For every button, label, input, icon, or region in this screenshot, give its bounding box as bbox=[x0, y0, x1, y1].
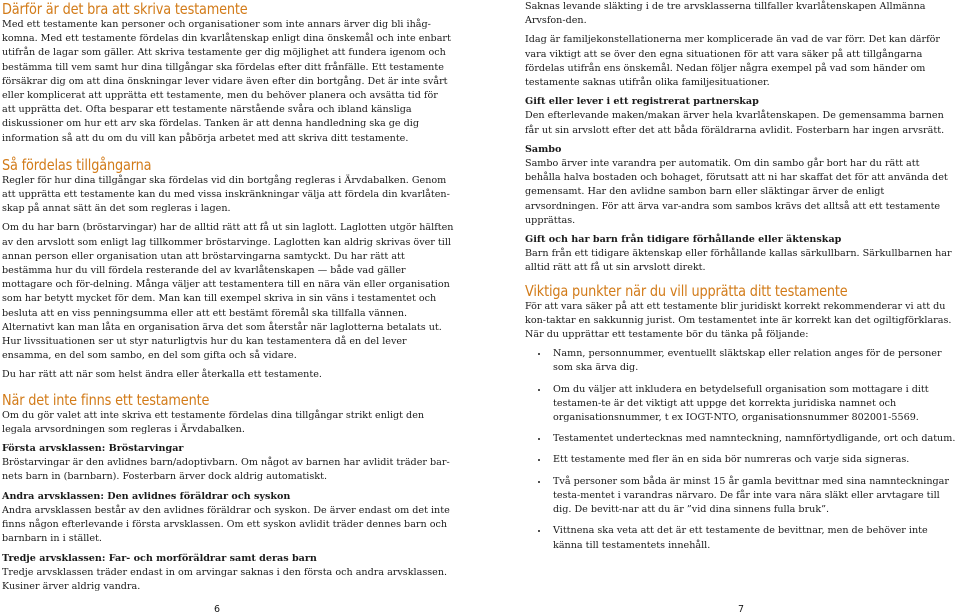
paragraph-no-will: Om du gör valet att inte skriva ett testamente fördelas dina tillgångar strikt enligt den legala arvsordningen som regleras i Ärvdabalken. bbox=[2, 409, 425, 435]
paragraph-state-fund: Saknas levande släkting i de tre arvsklasserna tillfaller kvarlåtenskapen Allmänna Arvsfon-den. bbox=[525, 1, 926, 27]
page-number-right: 7 bbox=[738, 604, 745, 615]
heading-distribution: Så fördelas tillgångarna bbox=[2, 155, 152, 174]
paragraph-revoke: Du har rätt att när som helst ändra eller återkalla ett testamente. bbox=[2, 369, 322, 381]
checklist bbox=[525, 347, 957, 552]
list-item: • Vittnena ska veta att det är ett testamente de bevittnar, men de behöver inte känna till testamentets innehåll. bbox=[549, 524, 957, 552]
heading-second-class: Andra arvsklassen: Den avlidnes föräldrar och syskon bbox=[2, 490, 291, 502]
paragraph-lawyer: För att vara säker på att ett testamente blir juridiskt korrekt rekommenderar vi att du kon-taktar en sakkunnig jurist. Om testamentet inte är korrekt kan det ogiltigförklaras. När du upprättar ett testamente bör du tänka på följande: bbox=[525, 300, 952, 341]
paragraph-second-class: Andra arvsklassen består av den avlidnes föräldrar och syskon. De ärver endast om det inte finns någon efterlevande i första arvsklassen. Om ett syskon avlidit träder dennes barn och barnbarn in i stället. bbox=[2, 504, 450, 545]
paragraph-married: Den efterlevande maken/makan ärver hela kvarlåtenskapen. De gemensamma barnen får ut sin arvslott efter det att båda föräldrarna avlidit. Fosterbarn har ingen arvsrätt. bbox=[525, 110, 945, 136]
heading-no-will: När det inte finns ett testamente bbox=[2, 390, 210, 409]
paragraph-legal-share: Om du har barn (bröstarvingar) har de alltid rätt att få ut sin laglott. Laglotten utgör hälften av den arvslott som enligt lag tillkommer bröstarvinge. Laglotten kan aldrig skrivas över till annan person eller organisation utan att bröstarvingarna samtyckt. Du har rätt att bestämma hur du vill fördela resterande del av kvarlåtenskapen — både vad gäller mottagare och för-delning. Många väljer att testamentera till en nära vän eller organisation som har betytt mycket för dem. Man kan till exempel skriva in sin väns i testamentet och besluta att en viss penningsumma eller att ett bestämt föremål ska tillfalla vännen. Alternativt kan man låta en organisation ärva det som återstår när laglotterna betalats ut. Hur livssituationen ser ut styr naturligtvis hur du kan testamentera då en del lever ensamma, en del som sambo, en del som gifta och så vidare. bbox=[2, 222, 454, 362]
list-item: • Namn, personnummer, eventuellt släktskap eller relation anges för de personer som ska ärva dig. bbox=[549, 347, 957, 375]
paragraph-sambo: Sambo ärver inte varandra per automatik. Om din sambo går bort har du rätt att behålla halva bostaden och bohaget, förutsatt att ni har skaffat det för att använda det gemensamt. Har den avlidne sambon barn eller släktingar ärver de enligt arvsordningen. För att ärva var-andra som sambos krävs det alltså att ett testamente upprättas. bbox=[525, 158, 948, 226]
page-number-left: 6 bbox=[214, 604, 221, 615]
list-item: • Om du väljer att inkludera en betydelsefull organisation som mottagare i ditt testamen-te är det viktigt att uppge det korrekta juridiska namnet och organisationsnummer, t ex IOGT-NTO, organisationsnummer 802001-5569. bbox=[549, 383, 957, 426]
heading-sambo: Sambo bbox=[525, 143, 562, 155]
heading-first-class: Första arvsklassen: Bröstarvingar bbox=[2, 443, 184, 455]
paragraph-stepchildren: Barn från ett tidigare äktenskap eller förhållande kallas särkullbarn. Särkullbarnen har alltid rätt att få ut sin arvslott direkt. bbox=[525, 248, 952, 274]
heading-why-write-will: Därför är det bra att skriva testamente bbox=[2, 0, 248, 18]
heading-stepchildren: Gift och har barn från tidigare förhållande eller äktenskap bbox=[525, 234, 842, 246]
list-item: • Testamentet undertecknas med namnteckning, namnförtydligande, ort och datum. bbox=[549, 432, 957, 446]
list-item: • Två personer som båda är minst 15 år gamla bevittnar med sina namnteckningar testa-mentet i varandras närvaro. De får inte vara nära släkt eller arvtagare till dig. De bevitt-nar att du är ”vid dina sinnens fulla bruk”. bbox=[549, 475, 957, 518]
right-column bbox=[525, 0, 957, 560]
heading-third-class: Tredje arvsklassen: Far- och morföräldrar samt deras barn bbox=[2, 552, 317, 564]
paragraph-third-class: Tredje arvsklassen träder endast in om arvingar saknas i den första och andra arvsklassen. Kusiner ärver aldrig vandra. bbox=[2, 566, 448, 592]
left-column bbox=[2, 0, 454, 599]
paragraph-first-class: Bröstarvingar är den avlidnes barn/adoptivbarn. Om något av barnen har avlidit träder bar-nets barn in (barnbarn). Fosterbarn ärver dock aldrig automatiskt. bbox=[2, 457, 450, 483]
list-item: • Ett testamente med fler än en sida bör numreras och varje sida signeras. bbox=[549, 453, 957, 467]
paragraph-intro: Med ett testamente kan personer och organisationer som inte annars ärver dig bli ihåg-komna. Med ett testamente fördelas din kvarlåtenskap enligt dina önskemål och inte enbart utifrån de lagar som gäller. Att skriva testamente ger dig möjlighet att fundera igenom och bestämma till vem samt hur dina tillgångar ska fördelas efter ditt frånfälle. Ett testamente försäkrar dig om att dina önskningar lever vidare även efter din bortgång. Det är inte svårt eller komplicerat att upprätta ett testamente, men du behöver planera och avsätta tid för att upprätta det. Ofta besparar ett testamente närstående svåra och ibland känsliga diskussioner om hur ett arv ska fördelas. Tanken är att denna handledning ska ge dig information så att du om du vill kan påbörja arbetet med att skriva ditt testamente. bbox=[2, 19, 451, 144]
heading-important-points: Viktiga punkter när du vill upprätta ditt testamente bbox=[525, 281, 848, 300]
heading-married: Gift eller lever i ett registrerat partnerskap bbox=[525, 96, 759, 108]
paragraph-family-situations: Idag är familjekonstellationerna mer komplicerade än vad de var förr. Det kan därför vara viktigt att se över den egna situationen för att vara säker på att tillgångarna fördelas utifrån ens önskemål. Nedan följer några exempel på vad som händer om testamente saknas utifrån olika familjesituationer. bbox=[525, 34, 940, 89]
paragraph-distribution-rules: Regler för hur dina tillgångar ska fördelas vid din bortgång regleras i Ärvdabalken. Genom att upprätta ett testamente kan du med vissa inskränkningar välja att fördela din kvarlåten-skap på annat sätt än det som regleras i lagen. bbox=[2, 174, 450, 215]
